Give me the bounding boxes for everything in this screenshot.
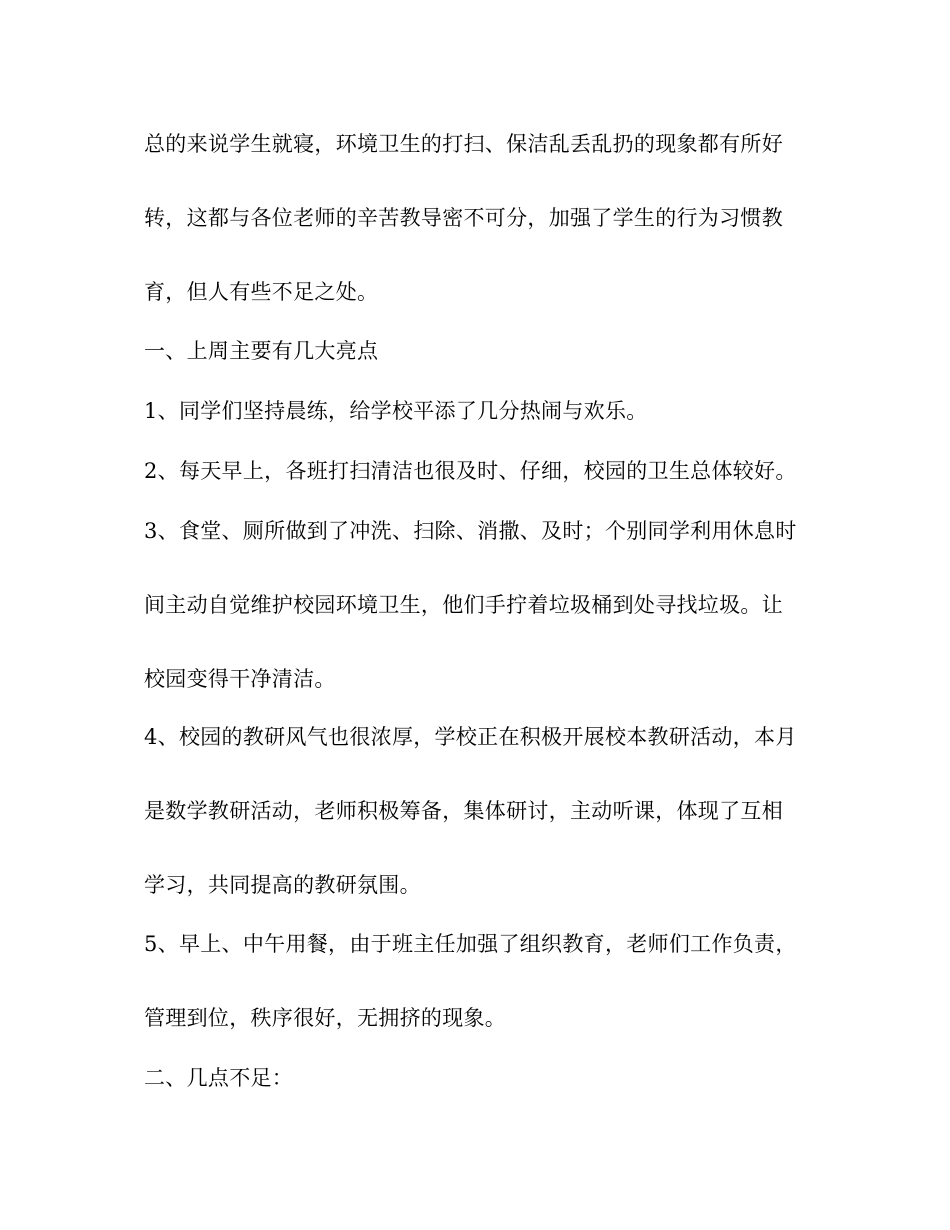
section-heading: 二、几点不足： [144,1066,294,1090]
list-item: 4、校园的教研风气也很浓厚，学校正在积极开展校本教研活动，本月 [144,725,797,749]
list-item: 5、早上、中午用餐，由于班主任加强了组织教育，老师们工作负责， [144,932,797,956]
list-item-continuation: 校园变得干净清洁。 [144,667,336,691]
list-item-continuation: 是数学教研活动，老师积极筹备，集体研讨，主动听课，体现了互相 [144,799,783,823]
list-item: 3、食堂、厕所做到了冲洗、扫除、消撒、及时；个别同学利用休息时 [144,519,797,543]
section-heading: 一、上周主要有几大亮点 [144,339,379,363]
paragraph-line: 总的来说学生就寝，环境卫生的打扫、保洁乱丢乱扔的现象都有所好 [144,132,783,156]
list-item: 1、同学们坚持晨练，给学校平添了几分热闹与欢乐。 [144,399,648,423]
list-item: 2、每天早上，各班打扫清洁也很及时、仔细，校园的卫生总体较好。 [144,459,797,483]
list-item-continuation: 间主动自觉维护校园环境卫生，他们手拧着垃圾桶到处寻找垃圾。让 [144,593,783,617]
paragraph-line: 育，但人有些不足之处。 [144,280,379,304]
list-item-continuation: 管理到位，秩序很好，无拥挤的现象。 [144,1006,507,1030]
paragraph-line: 转，这都与各位老师的辛苦教导密不可分，加强了学生的行为习惯教 [144,206,783,230]
list-item-continuation: 学习，共同提高的教研氛围。 [144,873,421,897]
